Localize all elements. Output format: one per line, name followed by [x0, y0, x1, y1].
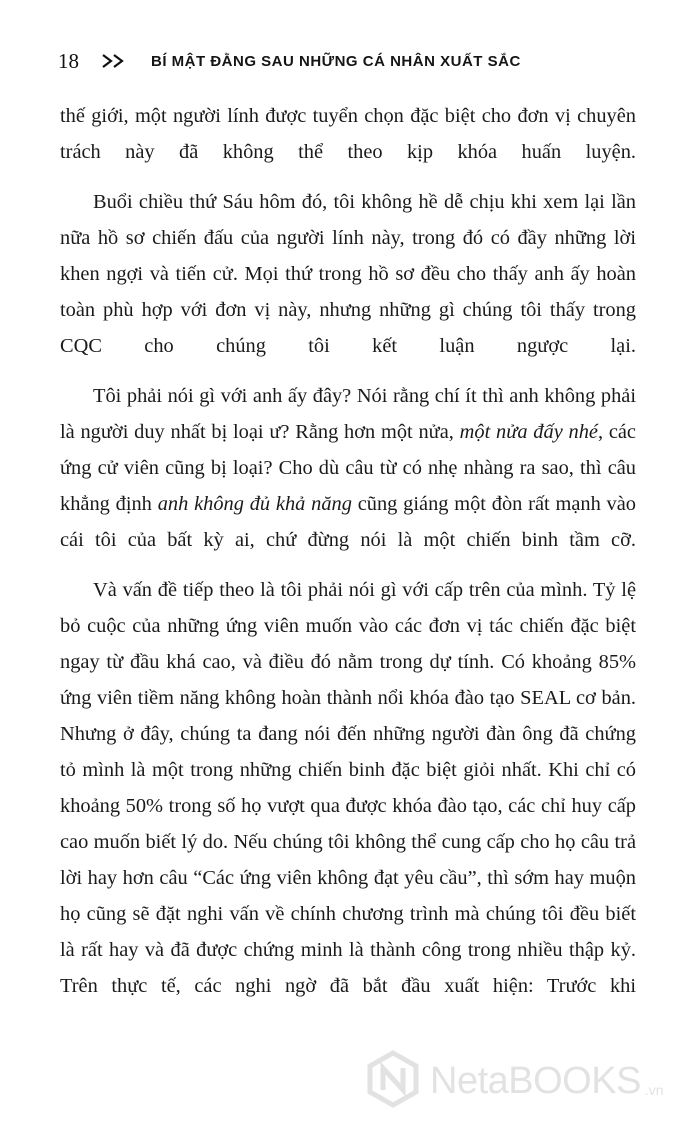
paragraph-3-emphasis-a: một nửa đấy nhé: [459, 421, 598, 443]
netabooks-logo-icon: [364, 1050, 422, 1113]
watermark-domain: .vn: [644, 1082, 664, 1098]
paragraph-3-text-b: , các ứng cử viên cũng bị loại? Cho dù câu từ có nhẹ nhàng ra sao, thì câu khẳng định: [60, 421, 636, 515]
paragraph-1-text: thế giới, một người lính được tuyển chọn đặc biệt cho đơn vị chuyên trách này đã không thể theo kịp khóa huấn luyện.: [60, 105, 636, 163]
paragraph-2: [60, 184, 636, 364]
running-header: [58, 44, 658, 78]
paragraph-4-text: Và vấn đề tiếp theo là tôi phải nói gì với cấp trên của mình. Tỷ lệ bỏ cuộc của những ứng viên muốn vào các đơn vị tác chiến đặc biệt ngay từ đầu khá cao, và điều đó nằm trong dự tính. Có khoảng 85% ứng viên tiềm năng không hoàn thành nổi khóa đào tạo SEAL cơ bản. Nhưng ở đây, chúng ta đang nói đến những người đàn ông đã chứng tỏ mình là một trong những chiến binh đặc biệt giỏi nhất. Khi chỉ có khoảng 50% trong số họ vượt qua được khóa đào tạo, các chỉ huy cấp cao muốn biết lý do. Nếu chúng tôi không thể cung cấp cho họ câu trả lời hay hơn câu “Các ứng viên không đạt yêu cầu”, thì sớm hay muộn họ cũng sẽ đặt nghi vấn về chính chương trình mà chúng tôi đều biết là rất hay và đã được chứng minh là thành công trong nhiều thập kỷ. Trên thực tế, các nghi ngờ đã bắt đầu xuất hiện: Trước khi: [60, 579, 636, 997]
paragraph-3: [60, 378, 636, 558]
paragraph-4: [60, 572, 636, 1004]
running-title: BÍ MẬT ĐẰNG SAU NHỮNG CÁ NHÂN XUẤT SẮC: [151, 52, 521, 70]
paragraph-1: [60, 98, 636, 170]
watermark-brand: NetaBOOKS: [430, 1059, 641, 1102]
double-chevron-right-icon: [101, 54, 127, 68]
paragraph-3-emphasis-b: anh không đủ khả năng: [157, 493, 352, 515]
paragraph-3-text-c: cũng giáng một đòn rất mạnh vào cái tôi của bất kỳ ai, chứ đừng nói là một chiến binh tầm cỡ.: [60, 493, 637, 551]
paragraph-3-text-a: Tôi phải nói gì với anh ấy đây? Nói rằng chí ít thì anh không phải là người duy nhất bị loại ư? Rằng hơn một nửa,: [60, 385, 636, 443]
paragraph-2-text: Buổi chiều thứ Sáu hôm đó, tôi không hề dễ chịu khi xem lại lần nữa hồ sơ chiến đấu của người lính này, trong đó có đầy những lời khen ngợi và tiến cử. Mọi thứ trong hồ sơ đều cho thấy anh ấy hoàn toàn phù hợp với đơn vị này, nhưng những gì chúng tôi thấy trong CQC cho chúng tôi kết luận ngược lại.: [60, 191, 636, 357]
body-text: [60, 98, 636, 1018]
page-number: 18: [58, 48, 79, 73]
watermark: [364, 1046, 684, 1116]
